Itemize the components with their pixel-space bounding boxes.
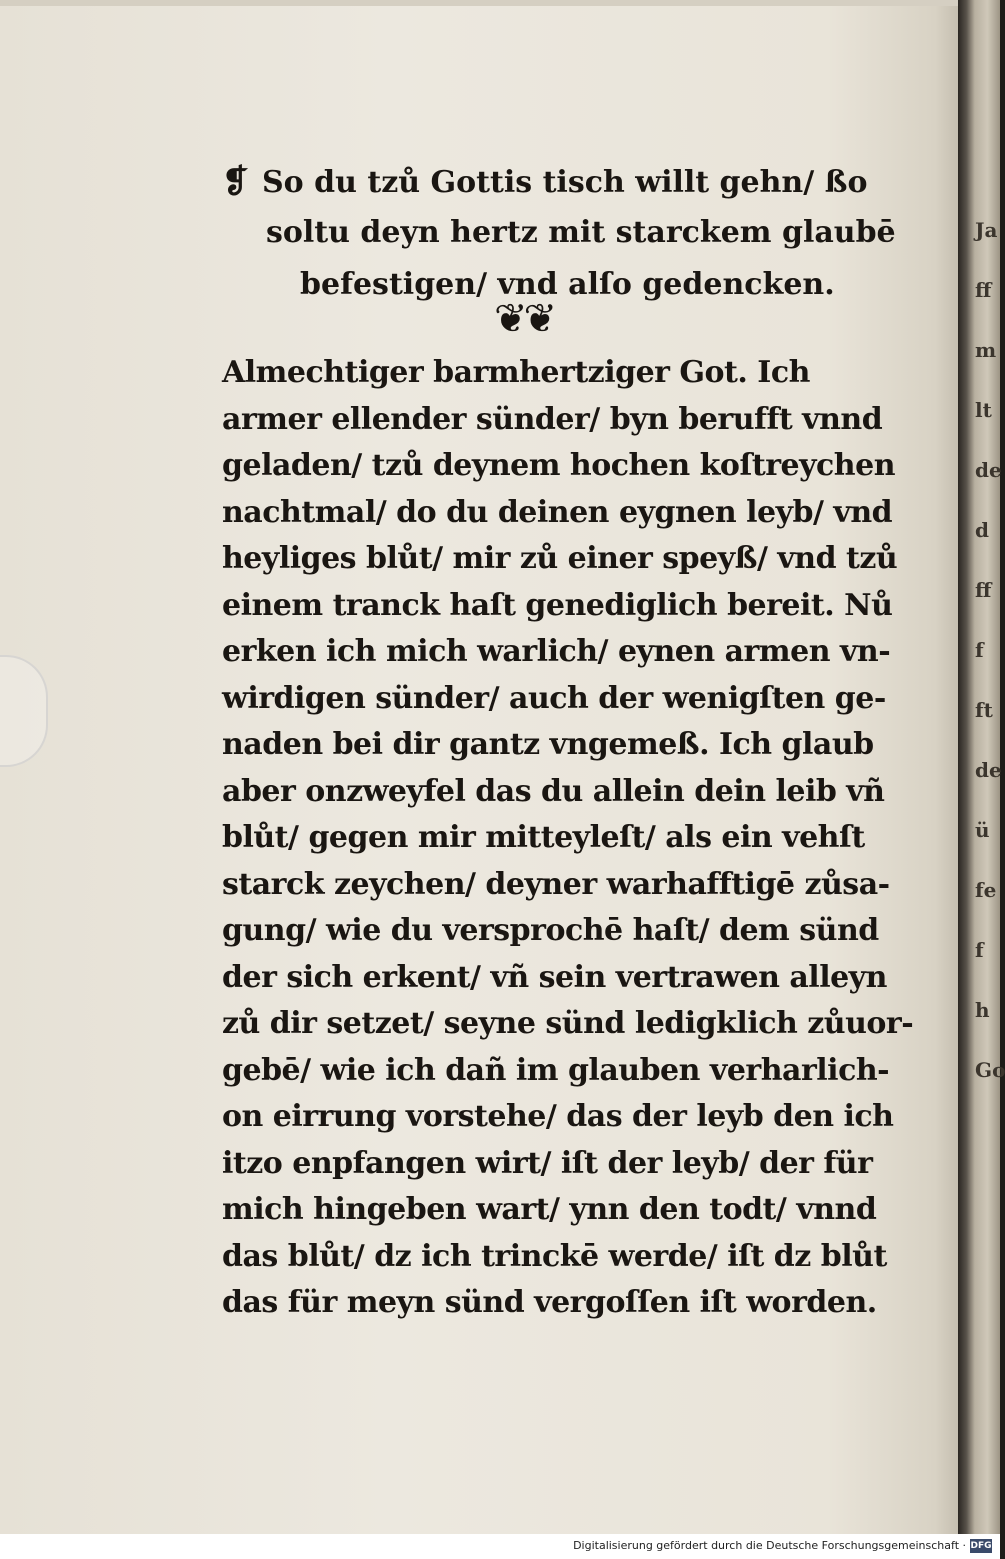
text-line: nachtmal/ do du deinen eygnen leyb/ vnd [222, 494, 893, 530]
heading-line: befestigen/ vnd alſo gedencken. [300, 267, 835, 302]
facing-page-text-fragment: Ja ff m lt de d ff f ft de ü fe f h Go [975, 218, 1005, 1082]
footer-bar [0, 1534, 1000, 1559]
text-line: gebē/ wie ich dañ im glauben verharlich- [222, 1052, 890, 1088]
text-line: geladen/ tzů deynem hochen koſtreychen [222, 448, 896, 483]
text-line: starck zeychen/ deyner warhafftigē zůsa- [222, 866, 890, 902]
text-line: aber onzweyfel das du allein dein leib vñ [222, 773, 885, 809]
text-line: naden bei dir gantz vngemeß. Ich glaub [222, 727, 874, 762]
pilcrow-icon: ❡ [222, 162, 249, 200]
body-text [222, 350, 912, 1327]
text-line: das blůt/ dz ich trinckē werde/ iſt dz blůt [222, 1238, 887, 1274]
text-line: blůt/ gegen mir mitteyleſt/ als ein vehſt [222, 820, 865, 855]
dfg-logo: DFG [970, 1541, 992, 1551]
text-line: der sich erkent/ vñ sein vertrawen alleyn [222, 959, 887, 995]
heading-line: soltu deyn hertz mit starckem glaubē [266, 215, 896, 250]
text-line: heyliges blůt/ mir zů einer speyß/ vnd tzů [222, 541, 898, 576]
fleuron-ornament-icon: ❦❦ [494, 296, 554, 342]
text-line: erken ich mich warlich/ eynen armen vn- [222, 634, 891, 669]
footer-credit: Digitalisierung gefördert durch die Deutsche Forschungsgemeinschaft · [573, 1539, 966, 1552]
text-line: mich hingeben wart/ ynn den todt/ vnnd [222, 1192, 877, 1227]
text-line: armer ellender sünder/ byn berufft vnnd [222, 401, 883, 437]
heading-block [222, 155, 922, 311]
text-line: itzo enpfangen wirt/ iſt der leyb/ der für [222, 1145, 873, 1181]
text-line: wirdigen sünder/ auch der wenigſten ge- [222, 680, 886, 716]
text-line: Almechtiger barmhertziger Got. Ich [222, 355, 810, 390]
text-line: zů dir setzet/ seyne sünd ledigklich zůuor- [222, 1006, 914, 1041]
text-line: on eirrung vorstehe/ das der leyb den ich [222, 1099, 894, 1134]
text-line: gung/ wie du versprochē haſt/ dem sünd [222, 913, 879, 948]
text-line: das für meyn sünd vergoſſen iſt worden. [222, 1285, 877, 1320]
text-line: einem tranck haſt genediglich bereit. Nů [222, 587, 893, 623]
heading-line: ❡ So du tzů Gottis tisch willt gehn/ ßo [222, 155, 922, 207]
